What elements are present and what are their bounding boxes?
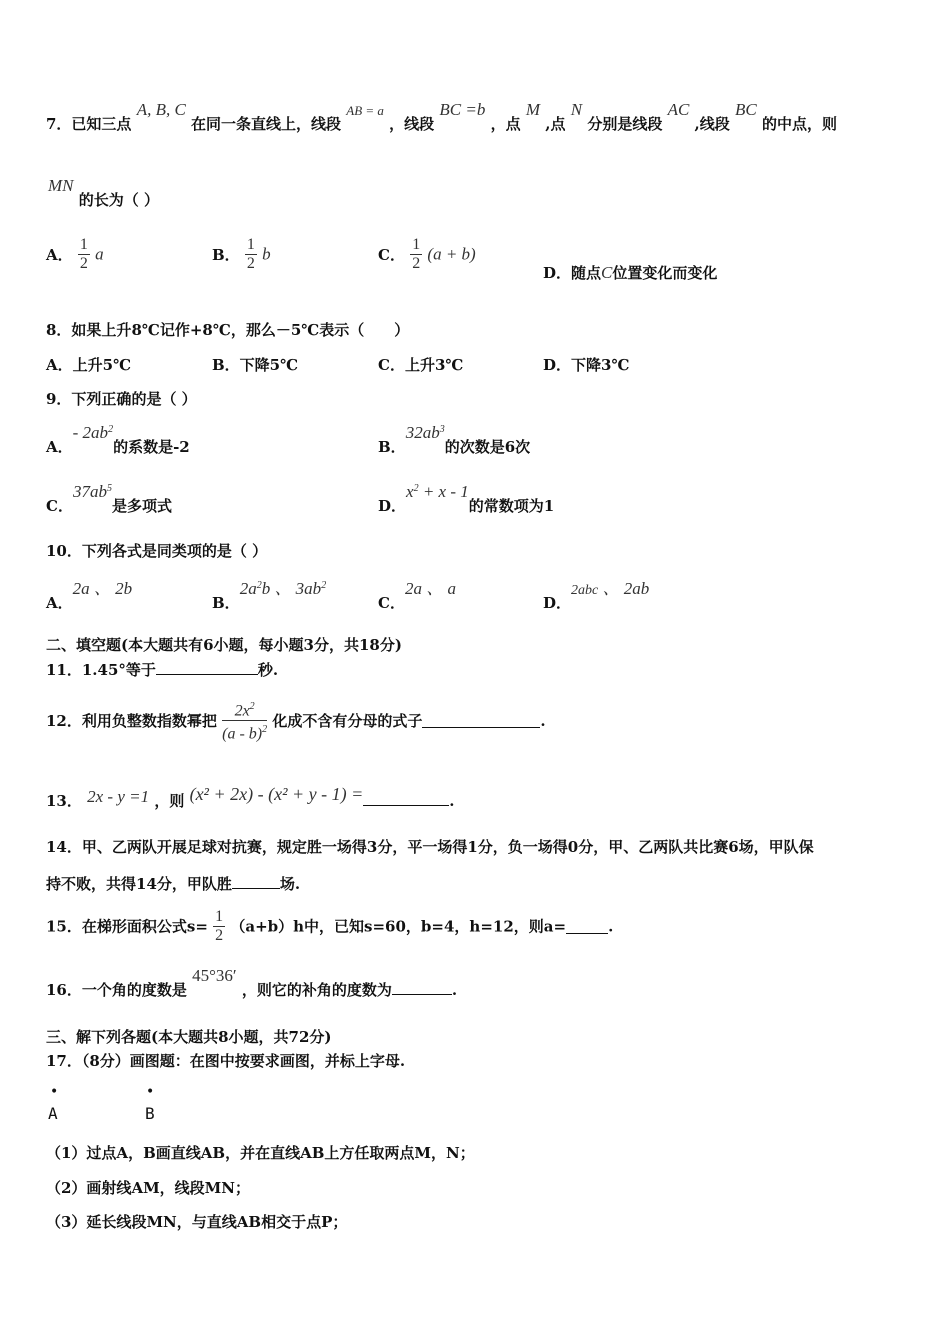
q7-option-c[interactable] [378, 236, 476, 273]
math-var: b [262, 244, 271, 264]
q10-option-c[interactable] [378, 579, 456, 613]
q9-option-c[interactable] [46, 482, 172, 516]
math-bc: BC =b [439, 100, 486, 119]
option-label: A． [46, 246, 73, 264]
option-label: D．随点 [543, 264, 602, 282]
q9-option-b[interactable] [378, 423, 531, 457]
q7-text: 分别是线段 [587, 115, 663, 133]
q13-text: ，则 [154, 792, 185, 810]
fraction [222, 698, 267, 744]
q14-line2 [46, 874, 300, 894]
q16 [46, 966, 458, 1000]
math-expr: + x - 1 [418, 482, 469, 501]
q15-text: . [608, 917, 614, 936]
math-expr: x [406, 482, 414, 501]
denominator: 2 [246, 255, 255, 272]
math-exp: 3 [439, 424, 445, 435]
fraction [410, 236, 422, 273]
option-label: A． [46, 438, 73, 456]
option-text: 的系数是-2 [113, 438, 190, 456]
q7-line2 [48, 176, 159, 210]
numerator: 1 [79, 236, 88, 253]
q7-text: 的长为（ ） [78, 191, 159, 209]
numerator: 1 [412, 236, 421, 253]
q14-text: 持不败，共得14分，甲队胜 [46, 875, 232, 893]
math-points: A, B, C [136, 100, 186, 119]
option-label: D． [378, 497, 407, 515]
option-label: C． [378, 246, 405, 264]
math-var: (a + b) [427, 244, 476, 264]
fraction [78, 236, 90, 273]
math-bc2: BC [735, 100, 757, 119]
math-expr: 、 2ab [598, 579, 650, 598]
answer-blank[interactable] [566, 919, 608, 934]
q10-option-a[interactable] [46, 579, 133, 613]
q13-text: 13． [46, 792, 82, 810]
answer-blank[interactable] [392, 980, 452, 995]
math-exp: 5 [106, 483, 112, 494]
math-exp: 2 [108, 424, 114, 435]
denominator: (a - b) [222, 725, 263, 743]
q7-option-d[interactable] [543, 262, 717, 283]
q12-text: 化成不含有分母的式子 [272, 711, 423, 730]
q10-option-b[interactable] [212, 579, 327, 613]
math-m: M [525, 100, 541, 119]
option-text: 的次数是6次 [444, 438, 531, 456]
q14-line1: 14．甲、乙两队开展足球对抗赛，规定胜一场得3分，平一场得1分，负一场得0分，甲、乙两队共比赛6场，甲队保 [46, 838, 814, 856]
numerator: 2x [234, 702, 250, 720]
q17-step-1: （1）过点A，B画直线AB，并在直线AB上方任取两点M，N； [46, 1144, 475, 1162]
math-ac: AC [667, 100, 690, 119]
answer-blank[interactable] [363, 791, 449, 806]
q16-text: . [451, 981, 458, 999]
option-text: 的常数项为1 [468, 497, 555, 515]
q17-step-2: （2）画射线AM，线段MN； [46, 1179, 250, 1197]
q9-stem: 9．下列正确的是（ ） [46, 390, 197, 408]
answer-blank[interactable] [422, 713, 540, 728]
q12-text: 12．利用负整数指数幂把 [46, 711, 217, 730]
math-mn: MN [48, 176, 74, 195]
q15-text: （a+b）h中，已知s=60，b=4，h=12，则a= [230, 917, 567, 936]
numerator: 1 [215, 908, 224, 925]
fraction [213, 908, 225, 945]
denominator: 2 [79, 255, 88, 272]
math-condition: 2x - y =1 [87, 787, 150, 806]
math-angle: 45°36′ [192, 966, 237, 985]
q11-text: 11．1.45°等于 [46, 661, 156, 679]
q13-text: . [449, 792, 455, 810]
math-exp: 2 [249, 701, 255, 712]
option-label: D． [543, 594, 572, 612]
q9-option-a[interactable] [46, 423, 190, 457]
section-2-heading: 二、填空题(本大题共有6小题，每小题3分，共18分) [46, 636, 402, 654]
q7-text: 在同一条直线上，线段 [191, 115, 342, 133]
q14-text: 场. [279, 875, 301, 893]
q11-text: 秒. [257, 661, 279, 679]
math-c: C [601, 263, 613, 282]
answer-blank[interactable] [156, 660, 258, 675]
point-b-dot: • [146, 1084, 155, 1100]
q8-option-c[interactable]: C．上升3℃ [378, 356, 464, 374]
q7-text: ，点 [490, 115, 521, 133]
q16-text: 16．一个角的度数是 [46, 981, 187, 999]
q10-stem: 10．下列各式是同类项的是（ ） [46, 542, 268, 560]
math-exp: 2 [262, 724, 268, 736]
numerator: 1 [246, 236, 255, 253]
math-expr: 37ab [72, 482, 107, 501]
option-label: B． [378, 438, 406, 456]
q9-option-d[interactable] [378, 482, 555, 516]
point-a-dot: • [50, 1084, 59, 1100]
answer-blank[interactable] [232, 874, 280, 889]
q7-text: ,线段 [694, 115, 730, 133]
option-label: C． [46, 497, 73, 515]
q8-stem: 8．如果上升8℃记作+8℃，那么－5℃表示（ ） [46, 321, 410, 339]
q17-step-3: （3）延长线段MN，与直线AB相交于点P； [46, 1213, 348, 1231]
q13 [46, 784, 455, 811]
q15-text: 15．在梯形面积公式s= [46, 917, 208, 936]
option-label: A． [46, 594, 73, 612]
math-expr: - 2ab [72, 423, 109, 442]
denominator: 2 [412, 255, 421, 272]
q10-option-d[interactable] [543, 579, 650, 613]
section-3-heading: 三、解下列各题(本大题共8小题，共72分) [46, 1028, 332, 1046]
q7-text: ,点 [545, 115, 566, 133]
q16-text: ，则它的补角的度数为 [241, 981, 392, 999]
option-label: C． [378, 594, 405, 612]
q7-text: 的中点，则 [761, 115, 837, 133]
q12 [46, 698, 546, 744]
q15 [46, 908, 613, 945]
q8-option-b[interactable]: B．下降5℃ [212, 356, 299, 374]
option-text: 是多项式 [111, 497, 172, 515]
option-label: B． [212, 246, 240, 264]
denominator: 2 [215, 927, 224, 944]
math-exp: 2 [256, 580, 262, 591]
math-expr: 2abc [571, 583, 599, 598]
math-ab: AB = a [346, 103, 384, 118]
option-text: 位置变化而变化 [612, 264, 718, 282]
math-expr: b 、 3ab [261, 579, 322, 598]
math-n: N [570, 100, 583, 119]
q7-option-a[interactable] [46, 236, 104, 273]
q7-text: ，线段 [389, 115, 435, 133]
math-exp: 2 [413, 483, 419, 494]
math-var: a [95, 244, 104, 264]
fraction [245, 236, 257, 273]
math-expr: 32ab [405, 423, 440, 442]
math-expr: 2a [239, 579, 257, 598]
q7-number: 7．已知三点 [46, 115, 132, 133]
q8-option-d[interactable]: D．下降3℃ [543, 356, 630, 374]
math-expr: 2a 、 2b [72, 579, 133, 598]
point-b-label: B [145, 1104, 155, 1123]
q17-title: 17．（8分）画图题：在图中按要求画图，并标上字母. [46, 1052, 406, 1070]
math-expr: 2a 、 a [404, 579, 456, 598]
q7-line1 [46, 100, 837, 135]
q11 [46, 660, 278, 680]
q12-text: . [540, 711, 546, 730]
q7-option-b[interactable] [212, 236, 271, 273]
q8-option-a[interactable]: A．上升5℃ [46, 356, 132, 374]
math-expression: (x² + 2x) - (x² + y - 1) = [189, 784, 364, 804]
point-a-label: A [48, 1104, 58, 1123]
math-exp: 2 [321, 580, 327, 591]
option-label: B． [212, 594, 240, 612]
